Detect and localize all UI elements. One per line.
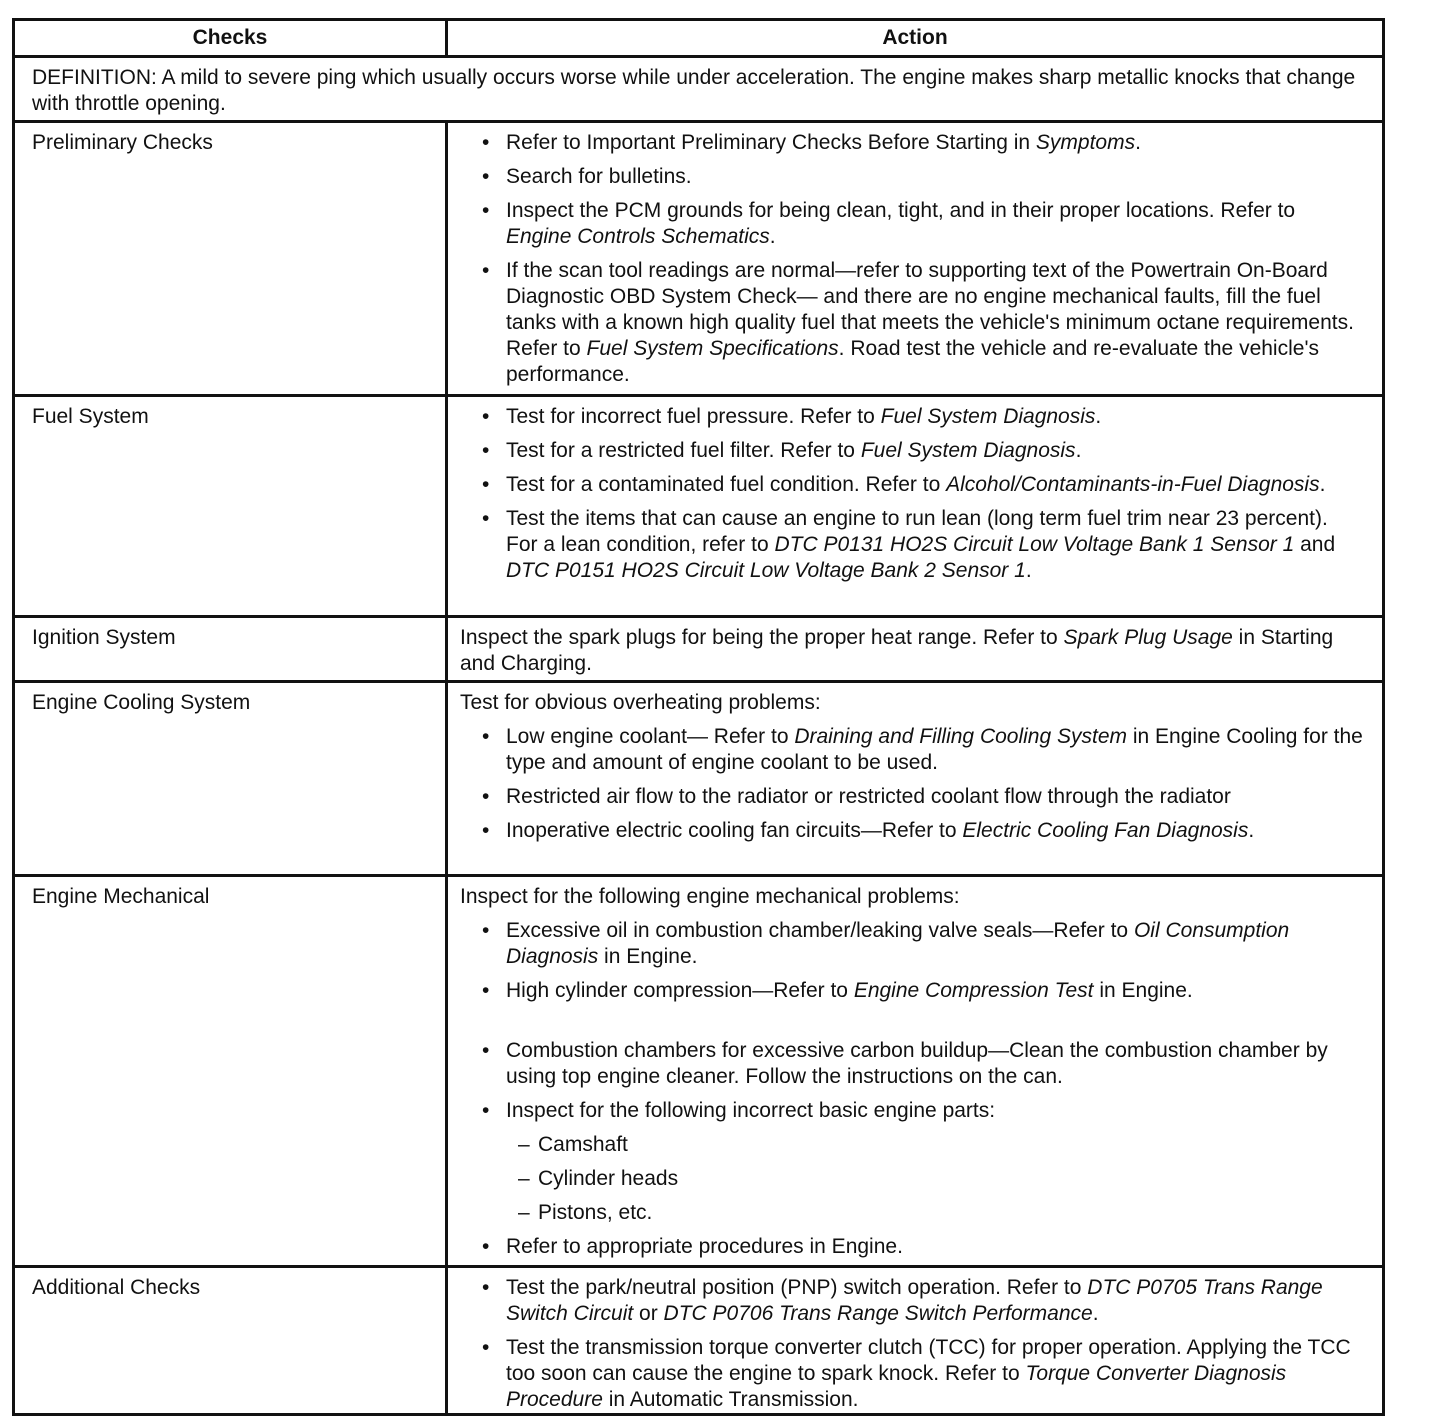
- list-item: • Excessive oil in combustion chamber/leaking valve seals—Refer to Oil Consumption Diagnosis in Engine.: [482, 919, 1290, 968]
- row-actions-additional-checks: [460, 1275, 1365, 1421]
- bullet-glyph: •: [482, 165, 490, 188]
- header-action: Action: [882, 26, 948, 49]
- bullet-glyph: •: [482, 979, 490, 1002]
- bullet-glyph: •: [482, 1336, 490, 1359]
- row-actions-ignition-system: [460, 625, 1365, 685]
- dash-glyph: –: [518, 1201, 530, 1224]
- list-item: • Combustion chambers for excessive carbon buildup—Clean the combustion chamber by using top engine cleaner. Follow the instructions on the can.: [482, 1039, 1328, 1088]
- list-item: • Test for a contaminated fuel condition. Refer to Alcohol/Contaminants-in-Fuel Diagnosis.: [482, 473, 1326, 496]
- table-header: [15, 21, 1382, 58]
- bullet-glyph: •: [482, 405, 490, 428]
- list-item: • If the scan tool readings are normal—refer to supporting text of the Powertrain On-Board Diagnostic OBD System Check— and there are no engine mechanical faults, fill the fuel tanks with a known high quality fuel that meets the vehicle's minimum octane requirements. Refer to Fuel System Specifications. Road test the vehicle and re-evaluate the vehicle's performance.: [482, 259, 1354, 386]
- row-divider: [15, 615, 1382, 618]
- row-divider: [15, 874, 1382, 877]
- list-item: • Test for incorrect fuel pressure. Refer to Fuel System Diagnosis.: [482, 405, 1102, 428]
- row-actions-engine-mechanical: [460, 884, 1365, 1268]
- sub-list-item: – Cylinder heads: [518, 1167, 679, 1190]
- row-actions-fuel-system: [460, 404, 1365, 592]
- bullet-glyph: •: [482, 1039, 490, 1062]
- row-actions-preliminary-checks: [460, 130, 1365, 396]
- row-divider: [15, 120, 1382, 123]
- bullet-glyph: •: [482, 819, 490, 842]
- diagnostic-table: [12, 18, 1385, 1416]
- list-item: • Test the park/neutral position (PNP) switch operation. Refer to DTC P0705 Trans Range Switch Circuit or DTC P0706 Trans Range Switch Performance.: [482, 1276, 1323, 1325]
- row-label-fuel-system: Fuel System: [32, 405, 149, 428]
- bullet-glyph: •: [482, 1099, 490, 1122]
- bullet-glyph: •: [482, 507, 490, 530]
- sub-list-item: – Camshaft: [518, 1133, 628, 1156]
- action-text: Inspect the spark plugs for being the proper heat range. Refer to Spark Plug Usage in Starting and Charging.: [460, 626, 1334, 675]
- list-item: • Inspect the PCM grounds for being clean, tight, and in their proper locations. Refer to Engine Controls Schematics.: [482, 199, 1296, 248]
- list-item: • Test for a restricted fuel filter. Refer to Fuel System Diagnosis.: [482, 439, 1082, 462]
- bullet-glyph: •: [482, 199, 490, 222]
- list-item: • Test the transmission torque converter clutch (TCC) for proper operation. Applying the TCC too soon can cause the engine to spark knock. Refer to Torque Converter Diagnosis Procedure in Automatic Transmission.: [482, 1336, 1351, 1411]
- row-label-ignition-system: Ignition System: [32, 626, 176, 649]
- sub-list-item: – Pistons, etc.: [518, 1201, 653, 1224]
- row-divider: [15, 394, 1382, 397]
- dash-glyph: –: [518, 1167, 530, 1190]
- action-intro: Inspect for the following engine mechanical problems:: [460, 885, 960, 908]
- bullet-glyph: •: [482, 473, 490, 496]
- bullet-glyph: •: [482, 439, 490, 462]
- list-item: • Test the items that can cause an engine to run lean (long term fuel trim near 23 percent). For a lean condition, refer to DTC P0131 HO2S Circuit Low Voltage Bank 1 Sensor 1 and DTC P0151 HO2S Circuit Low Voltage Bank 2 Sensor 1.: [482, 507, 1336, 582]
- row-label-engine-mechanical: Engine Mechanical: [32, 885, 210, 908]
- row-label-additional-checks: Additional Checks: [32, 1276, 201, 1299]
- bullet-glyph: •: [482, 785, 490, 808]
- row-actions-engine-cooling-system: [460, 690, 1365, 852]
- action-intro: Test for obvious overheating problems:: [460, 691, 821, 714]
- row-label-preliminary-checks: Preliminary Checks: [32, 131, 213, 154]
- bullet-glyph: •: [482, 919, 490, 942]
- row-divider: [15, 1265, 1382, 1268]
- header-divider: [445, 21, 448, 58]
- bullet-glyph: •: [482, 725, 490, 748]
- bullet-glyph: •: [482, 259, 490, 282]
- row-divider: [15, 680, 1382, 683]
- list-item: • Search for bulletins.: [482, 165, 692, 188]
- header-checks: Checks: [192, 26, 268, 49]
- column-divider: [445, 123, 448, 1416]
- row-label-engine-cooling-system: Engine Cooling System: [32, 691, 251, 714]
- bullet-glyph: •: [482, 131, 490, 154]
- list-item: • Refer to appropriate procedures in Engine.: [482, 1235, 903, 1258]
- list-item: • Inspect for the following incorrect basic engine parts:: [482, 1099, 996, 1122]
- list-item: • Restricted air flow to the radiator or restricted coolant flow through the radiator: [482, 785, 1231, 808]
- list-item: • Refer to Important Preliminary Checks Before Starting in Symptoms.: [482, 131, 1141, 154]
- list-item: • High cylinder compression—Refer to Engine Compression Test in Engine.: [482, 979, 1193, 1002]
- list-item: • Low engine coolant— Refer to Draining and Filling Cooling System in Engine Cooling for the type and amount of engine coolant to be used.: [482, 725, 1363, 774]
- list-item: • Inoperative electric cooling fan circuits—Refer to Electric Cooling Fan Diagnosis.: [482, 819, 1255, 842]
- bullet-glyph: •: [482, 1276, 490, 1299]
- definition-text: DEFINITION: A mild to severe ping which usually occurs worse while under acceleration. The engine makes sharp metallic knocks that change with throttle opening.: [32, 66, 1356, 115]
- bullet-glyph: •: [482, 1235, 490, 1258]
- dash-glyph: –: [518, 1133, 530, 1156]
